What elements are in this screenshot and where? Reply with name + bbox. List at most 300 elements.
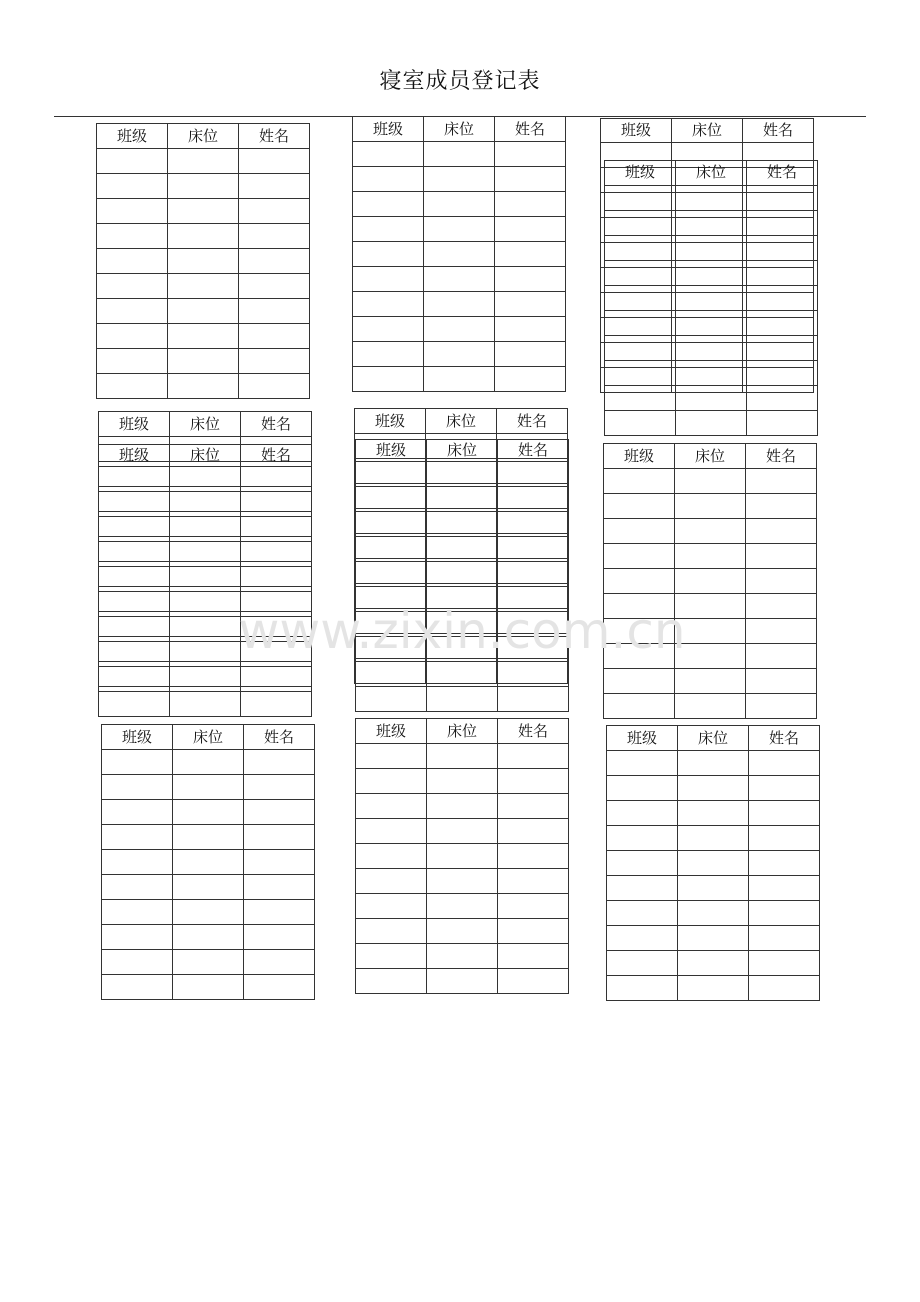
name-cell[interactable] [241,592,312,617]
name-cell[interactable] [239,374,310,399]
registration-table [606,725,820,1001]
bed-cell[interactable] [678,776,749,801]
name-cell[interactable] [498,562,569,587]
bed-cell[interactable] [173,825,244,850]
name-cell[interactable] [746,494,817,519]
class-cell[interactable] [607,801,678,826]
table-row [604,494,817,519]
table-row [102,800,315,825]
bed-cell[interactable] [424,242,495,267]
bed-cell[interactable] [427,944,498,969]
bed-cell[interactable] [168,199,239,224]
table-row [607,851,820,876]
name-cell[interactable] [747,285,818,310]
name-cell[interactable] [498,869,569,894]
bed-cell[interactable] [676,260,747,285]
bed-cell[interactable] [424,192,495,217]
name-cell[interactable] [241,567,312,592]
bed-cell[interactable] [168,149,239,174]
class-cell[interactable] [102,825,173,850]
class-cell[interactable] [356,487,427,512]
class-cell[interactable] [607,851,678,876]
class-cell[interactable] [604,694,675,719]
class-cell[interactable] [353,217,424,242]
name-cell[interactable] [239,349,310,374]
bed-cell[interactable] [676,210,747,235]
class-cell[interactable] [97,149,168,174]
name-cell[interactable] [241,517,312,542]
registration-table [352,116,566,392]
name-cell[interactable] [746,569,817,594]
name-cell[interactable] [239,224,310,249]
bed-cell[interactable] [170,617,241,642]
bed-cell[interactable] [427,894,498,919]
bed-cell[interactable] [168,249,239,274]
bed-cell[interactable] [678,976,749,1001]
class-cell[interactable] [356,944,427,969]
name-cell[interactable] [244,750,315,775]
class-cell[interactable] [605,310,676,335]
class-cell[interactable] [356,769,427,794]
bed-cell[interactable] [427,587,498,612]
name-cell[interactable] [498,612,569,637]
name-cell[interactable] [241,617,312,642]
name-cell[interactable] [239,324,310,349]
bed-cell[interactable] [427,919,498,944]
table-row [607,801,820,826]
class-cell[interactable] [353,292,424,317]
bed-cell[interactable] [170,667,241,692]
class-cell[interactable] [607,776,678,801]
bed-cell[interactable] [676,360,747,385]
name-cell[interactable] [244,950,315,975]
bed-cell[interactable] [676,285,747,310]
table-header-row [604,444,817,469]
table-row [605,285,818,310]
bed-cell[interactable] [675,569,746,594]
bed-cell[interactable] [427,512,498,537]
name-cell[interactable] [747,260,818,285]
bed-cell[interactable] [675,469,746,494]
bed-cell[interactable] [427,794,498,819]
name-cell[interactable] [244,900,315,925]
header-name: 姓名 [497,409,568,434]
bed-cell[interactable] [427,612,498,637]
name-cell[interactable] [244,975,315,1000]
name-cell[interactable] [495,217,566,242]
class-cell[interactable] [99,467,170,492]
class-cell[interactable] [605,260,676,285]
bed-cell[interactable] [424,142,495,167]
class-cell[interactable] [102,875,173,900]
table-row [97,274,310,299]
class-cell[interactable] [356,744,427,769]
name-cell[interactable] [498,662,569,687]
bed-cell[interactable] [678,801,749,826]
bed-cell[interactable] [427,687,498,712]
bed-cell[interactable] [173,775,244,800]
bed-cell[interactable] [676,410,747,435]
class-cell[interactable] [607,751,678,776]
name-cell[interactable] [746,544,817,569]
name-cell[interactable] [746,619,817,644]
class-cell[interactable] [356,462,427,487]
name-cell[interactable] [239,149,310,174]
class-cell[interactable] [99,492,170,517]
table-row [605,385,818,410]
name-cell[interactable] [495,342,566,367]
name-cell[interactable] [749,876,820,901]
bed-cell[interactable] [675,494,746,519]
class-cell[interactable] [353,242,424,267]
bed-cell[interactable] [170,592,241,617]
name-cell[interactable] [746,669,817,694]
name-cell[interactable] [241,492,312,517]
bed-cell[interactable] [427,462,498,487]
bed-cell[interactable] [168,174,239,199]
class-cell[interactable] [353,192,424,217]
name-cell[interactable] [749,851,820,876]
class-cell[interactable] [97,374,168,399]
name-cell[interactable] [241,467,312,492]
bed-cell[interactable] [675,619,746,644]
bed-cell[interactable] [168,299,239,324]
header-class: 班级 [605,161,676,186]
class-cell[interactable] [102,925,173,950]
name-cell[interactable] [746,519,817,544]
name-cell[interactable] [495,192,566,217]
name-cell[interactable] [746,694,817,719]
bed-cell[interactable] [170,492,241,517]
class-cell[interactable] [356,537,427,562]
bed-cell[interactable] [170,642,241,667]
class-cell[interactable] [605,385,676,410]
bed-cell[interactable] [675,669,746,694]
class-cell[interactable] [99,592,170,617]
name-cell[interactable] [746,594,817,619]
bed-cell[interactable] [427,969,498,994]
class-cell[interactable] [604,569,675,594]
class-cell[interactable] [356,637,427,662]
table-row [356,637,569,662]
class-cell[interactable] [607,926,678,951]
class-cell[interactable] [102,950,173,975]
name-cell[interactable] [498,462,569,487]
bed-cell[interactable] [424,367,495,392]
header-bed: 床位 [678,726,749,751]
name-cell[interactable] [498,512,569,537]
bed-cell[interactable] [678,951,749,976]
class-cell[interactable] [356,512,427,537]
name-cell[interactable] [749,751,820,776]
class-cell[interactable] [102,775,173,800]
bed-cell[interactable] [173,750,244,775]
bed-cell[interactable] [424,317,495,342]
class-cell[interactable] [102,800,173,825]
bed-cell[interactable] [170,517,241,542]
class-cell[interactable] [97,199,168,224]
name-cell[interactable] [498,587,569,612]
class-cell[interactable] [604,619,675,644]
class-cell[interactable] [356,844,427,869]
name-cell[interactable] [244,800,315,825]
name-cell[interactable] [498,637,569,662]
class-cell[interactable] [604,469,675,494]
class-cell[interactable] [356,869,427,894]
bed-cell[interactable] [168,274,239,299]
name-cell[interactable] [498,844,569,869]
name-cell[interactable] [239,299,310,324]
name-cell[interactable] [746,469,817,494]
name-cell[interactable] [239,249,310,274]
bed-cell[interactable] [173,875,244,900]
class-cell[interactable] [605,410,676,435]
table-row [97,224,310,249]
class-cell[interactable] [356,919,427,944]
class-cell[interactable] [604,669,675,694]
name-cell[interactable] [498,969,569,994]
class-cell[interactable] [97,349,168,374]
name-cell[interactable] [241,667,312,692]
table-row [605,235,818,260]
name-cell[interactable] [747,385,818,410]
class-cell[interactable] [356,587,427,612]
bed-cell[interactable] [168,374,239,399]
name-cell[interactable] [495,242,566,267]
bed-cell[interactable] [424,167,495,192]
bed-cell[interactable] [424,342,495,367]
class-cell[interactable] [605,235,676,260]
bed-cell[interactable] [170,542,241,567]
bed-cell[interactable] [675,519,746,544]
name-cell[interactable] [498,537,569,562]
table-header-row [99,445,312,467]
class-cell[interactable] [607,951,678,976]
class-cell[interactable] [99,617,170,642]
name-cell[interactable] [495,292,566,317]
table-header-row [605,161,818,186]
class-cell[interactable] [356,562,427,587]
class-cell[interactable] [97,324,168,349]
name-cell[interactable] [239,174,310,199]
class-cell[interactable] [356,894,427,919]
class-cell[interactable] [353,317,424,342]
class-cell[interactable] [607,876,678,901]
class-cell[interactable] [605,360,676,385]
name-cell[interactable] [244,875,315,900]
bed-cell[interactable] [170,567,241,592]
name-cell[interactable] [749,801,820,826]
bed-cell[interactable] [173,900,244,925]
class-cell[interactable] [99,642,170,667]
class-cell[interactable] [99,692,170,717]
name-cell[interactable] [498,487,569,512]
class-cell[interactable] [605,335,676,360]
name-cell[interactable] [749,826,820,851]
table-row [102,775,315,800]
bed-cell[interactable] [170,467,241,492]
name-cell[interactable] [498,794,569,819]
class-cell[interactable] [356,794,427,819]
bed-cell[interactable] [168,324,239,349]
bed-cell[interactable] [676,185,747,210]
name-cell[interactable] [747,360,818,385]
bed-cell[interactable] [168,349,239,374]
bed-cell[interactable] [427,869,498,894]
name-cell[interactable] [244,775,315,800]
bed-cell[interactable] [678,751,749,776]
class-cell[interactable] [605,285,676,310]
name-cell[interactable] [747,235,818,260]
bed-cell[interactable] [173,800,244,825]
class-cell[interactable] [102,750,173,775]
name-cell[interactable] [241,642,312,667]
name-cell[interactable] [747,410,818,435]
name-cell[interactable] [747,210,818,235]
header-bed: 床位 [170,412,241,437]
class-cell[interactable] [607,901,678,926]
bed-cell[interactable] [427,769,498,794]
table-row [97,149,310,174]
bed-cell[interactable] [676,235,747,260]
bed-cell[interactable] [676,335,747,360]
name-cell[interactable] [749,926,820,951]
class-cell[interactable] [97,224,168,249]
bed-cell[interactable] [427,537,498,562]
bed-cell[interactable] [675,644,746,669]
name-cell[interactable] [239,274,310,299]
bed-cell[interactable] [676,310,747,335]
class-cell[interactable] [604,594,675,619]
name-cell[interactable] [498,744,569,769]
class-cell[interactable] [356,612,427,637]
bed-cell[interactable] [424,267,495,292]
bed-cell[interactable] [170,692,241,717]
class-cell[interactable] [356,662,427,687]
bed-cell[interactable] [424,217,495,242]
bed-cell[interactable] [427,562,498,587]
name-cell[interactable] [747,335,818,360]
name-cell[interactable] [244,925,315,950]
class-cell[interactable] [99,542,170,567]
bed-cell[interactable] [678,901,749,926]
bed-cell[interactable] [173,950,244,975]
table-row [97,199,310,224]
table-row [356,794,569,819]
bed-cell[interactable] [678,876,749,901]
class-cell[interactable] [356,969,427,994]
class-cell[interactable] [356,819,427,844]
name-cell[interactable] [244,825,315,850]
bed-cell[interactable] [675,544,746,569]
bed-cell[interactable] [678,926,749,951]
table-row [102,925,315,950]
bed-cell[interactable] [427,819,498,844]
name-cell[interactable] [498,894,569,919]
bed-cell[interactable] [427,487,498,512]
class-cell[interactable] [605,210,676,235]
name-cell[interactable] [241,542,312,567]
class-cell[interactable] [99,517,170,542]
class-cell[interactable] [102,850,173,875]
name-cell[interactable] [747,185,818,210]
class-cell[interactable] [604,644,675,669]
name-cell[interactable] [239,199,310,224]
bed-cell[interactable] [168,224,239,249]
name-cell[interactable] [498,944,569,969]
class-cell[interactable] [353,167,424,192]
table-row [607,926,820,951]
name-cell[interactable] [241,692,312,717]
name-cell[interactable] [244,850,315,875]
bed-cell[interactable] [173,925,244,950]
class-cell[interactable] [102,975,173,1000]
table-row [353,267,566,292]
bed-cell[interactable] [675,594,746,619]
name-cell[interactable] [746,644,817,669]
name-cell[interactable] [498,919,569,944]
class-cell[interactable] [604,519,675,544]
class-cell[interactable] [97,249,168,274]
bed-cell[interactable] [427,844,498,869]
class-cell[interactable] [99,567,170,592]
name-cell[interactable] [495,367,566,392]
table-row [605,335,818,360]
class-cell[interactable] [604,544,675,569]
class-cell[interactable] [607,826,678,851]
bed-cell[interactable] [173,850,244,875]
class-cell[interactable] [102,900,173,925]
name-cell[interactable] [495,142,566,167]
bed-cell[interactable] [675,694,746,719]
class-cell[interactable] [99,667,170,692]
class-cell[interactable] [356,687,427,712]
class-cell[interactable] [353,342,424,367]
class-cell[interactable] [97,299,168,324]
class-cell[interactable] [353,142,424,167]
class-cell[interactable] [604,494,675,519]
table-row [99,617,312,642]
bed-cell[interactable] [427,744,498,769]
class-cell[interactable] [353,267,424,292]
bed-cell[interactable] [173,975,244,1000]
name-cell[interactable] [498,819,569,844]
class-cell[interactable] [97,274,168,299]
name-cell[interactable] [749,901,820,926]
class-cell[interactable] [353,367,424,392]
name-cell[interactable] [495,317,566,342]
name-cell[interactable] [749,976,820,1001]
name-cell[interactable] [749,951,820,976]
name-cell[interactable] [749,776,820,801]
bed-cell[interactable] [676,385,747,410]
name-cell[interactable] [498,769,569,794]
bed-cell[interactable] [427,637,498,662]
class-cell[interactable] [97,174,168,199]
name-cell[interactable] [498,687,569,712]
name-cell[interactable] [495,267,566,292]
bed-cell[interactable] [424,292,495,317]
bed-cell[interactable] [678,851,749,876]
header-name: 姓名 [747,161,818,186]
name-cell[interactable] [747,310,818,335]
table-row [353,367,566,392]
bed-cell[interactable] [427,662,498,687]
bed-cell[interactable] [678,826,749,851]
class-cell[interactable] [607,976,678,1001]
name-cell[interactable] [495,167,566,192]
class-cell[interactable] [605,185,676,210]
